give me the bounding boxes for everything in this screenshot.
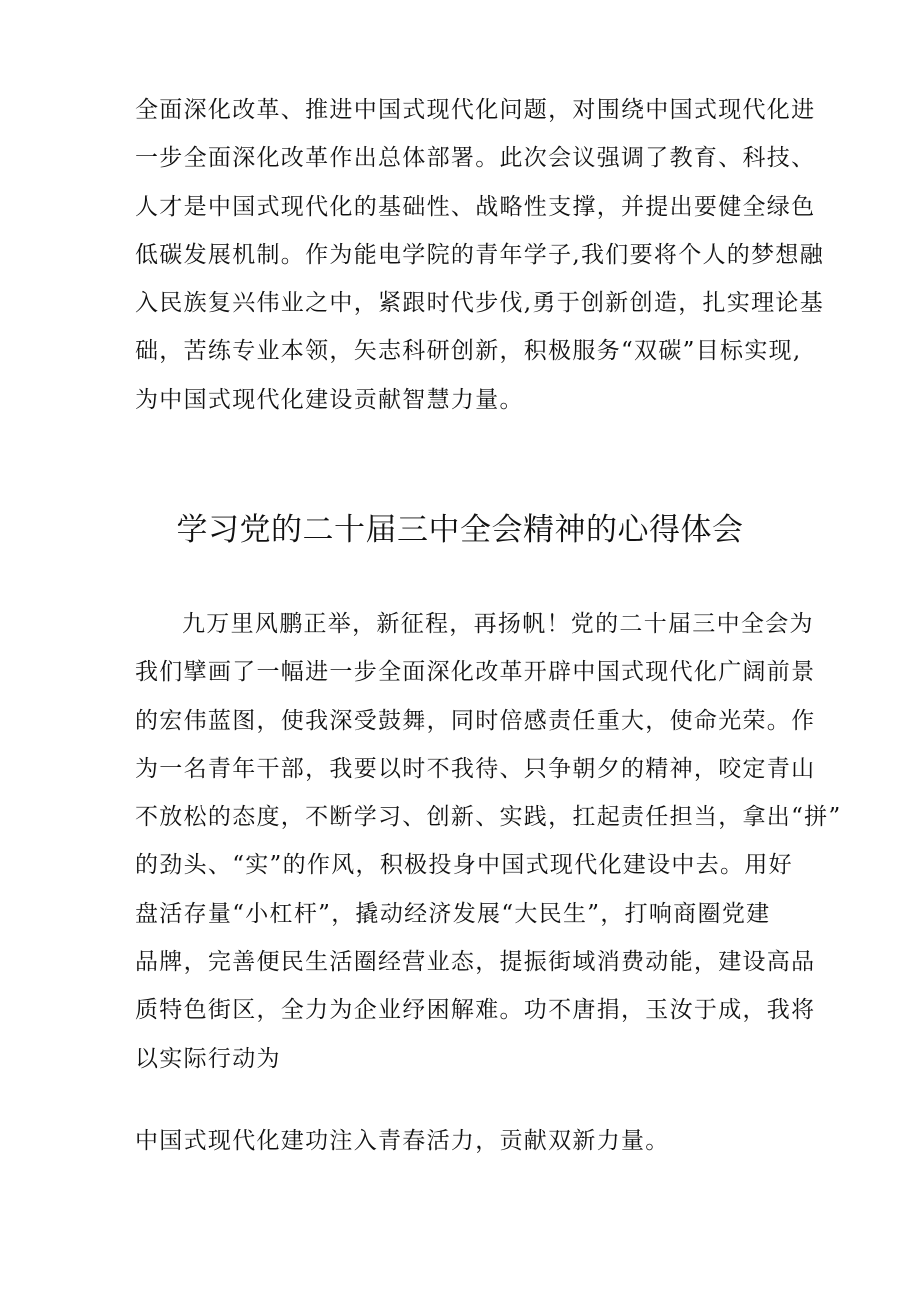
paragraph-line: 的宏伟蓝图，使我深受鼓舞，同时倍感责任重大，使命光荣。作 — [135, 707, 816, 734]
paragraph-line: 我们擘画了一幅进一步全面深化改革开辟中国式现代化广阔前景 — [135, 659, 816, 686]
paragraph-line: 盘活存量“小杠杆”，撬动经济发展“大民生”，打响商圈党建 — [135, 900, 771, 927]
paragraph-line: 以实际行动为 — [135, 1045, 281, 1072]
paragraph-line: 中国式现代化建功注入青春活力，贡献双新力量。 — [135, 1128, 670, 1154]
paragraph-line: 人才是中国式现代化的基础性、战略性支撑，并提出要健全绿色 — [135, 193, 816, 220]
document-title: 学习党的二十届三中全会精神的心得体会 — [176, 512, 744, 548]
paragraph-line: 为中国式现代化建设贡献智慧力量。 — [135, 386, 524, 413]
paragraph-line: 入民族复兴伟业之中，紧跟时代步伐,勇于创新创造，扎实理论基 — [135, 290, 825, 317]
paragraph-line: 为一名青年干部，我要以时不我待、只争朝夕的精神，咬定青山 — [135, 755, 816, 782]
paragraph-line: 全面深化改革、推进中国式现代化问题，对围绕中国式现代化进 — [135, 97, 816, 123]
intro-paragraph — [135, 86, 825, 424]
paragraph-line: 低碳发展机制。作为能电学院的青年学子,我们要将个人的梦想融 — [135, 241, 825, 268]
tail-paragraph — [135, 1117, 795, 1165]
main-paragraph — [135, 600, 842, 1083]
paragraph-line: 不放松的态度，不断学习、创新、实践，扛起责任担当，拿出“拼” — [135, 804, 842, 831]
paragraph-line: 一步全面深化改革作出总体部署。此次会议强调了教育、科技、 — [135, 145, 816, 172]
paragraph-line: 的劲头、“实”的作风，积极投身中国式现代化建设中去。用好 — [135, 852, 793, 879]
paragraph-line: 九万里风鹏正举，新征程，再扬帆！党的二十届三中全会为 — [182, 611, 814, 637]
paragraph-line: 础，苦练专业本领，矢志科研创新，积极服务“双碳”目标实现, — [135, 338, 802, 365]
paragraph-line: 质特色街区，全力为企业纾困解难。功不唐捐，玉汝于成，我将 — [135, 997, 816, 1024]
paragraph-line: 品牌，完善便民生活圈经营业态，提振街域消费动能，建设高品 — [135, 949, 816, 976]
